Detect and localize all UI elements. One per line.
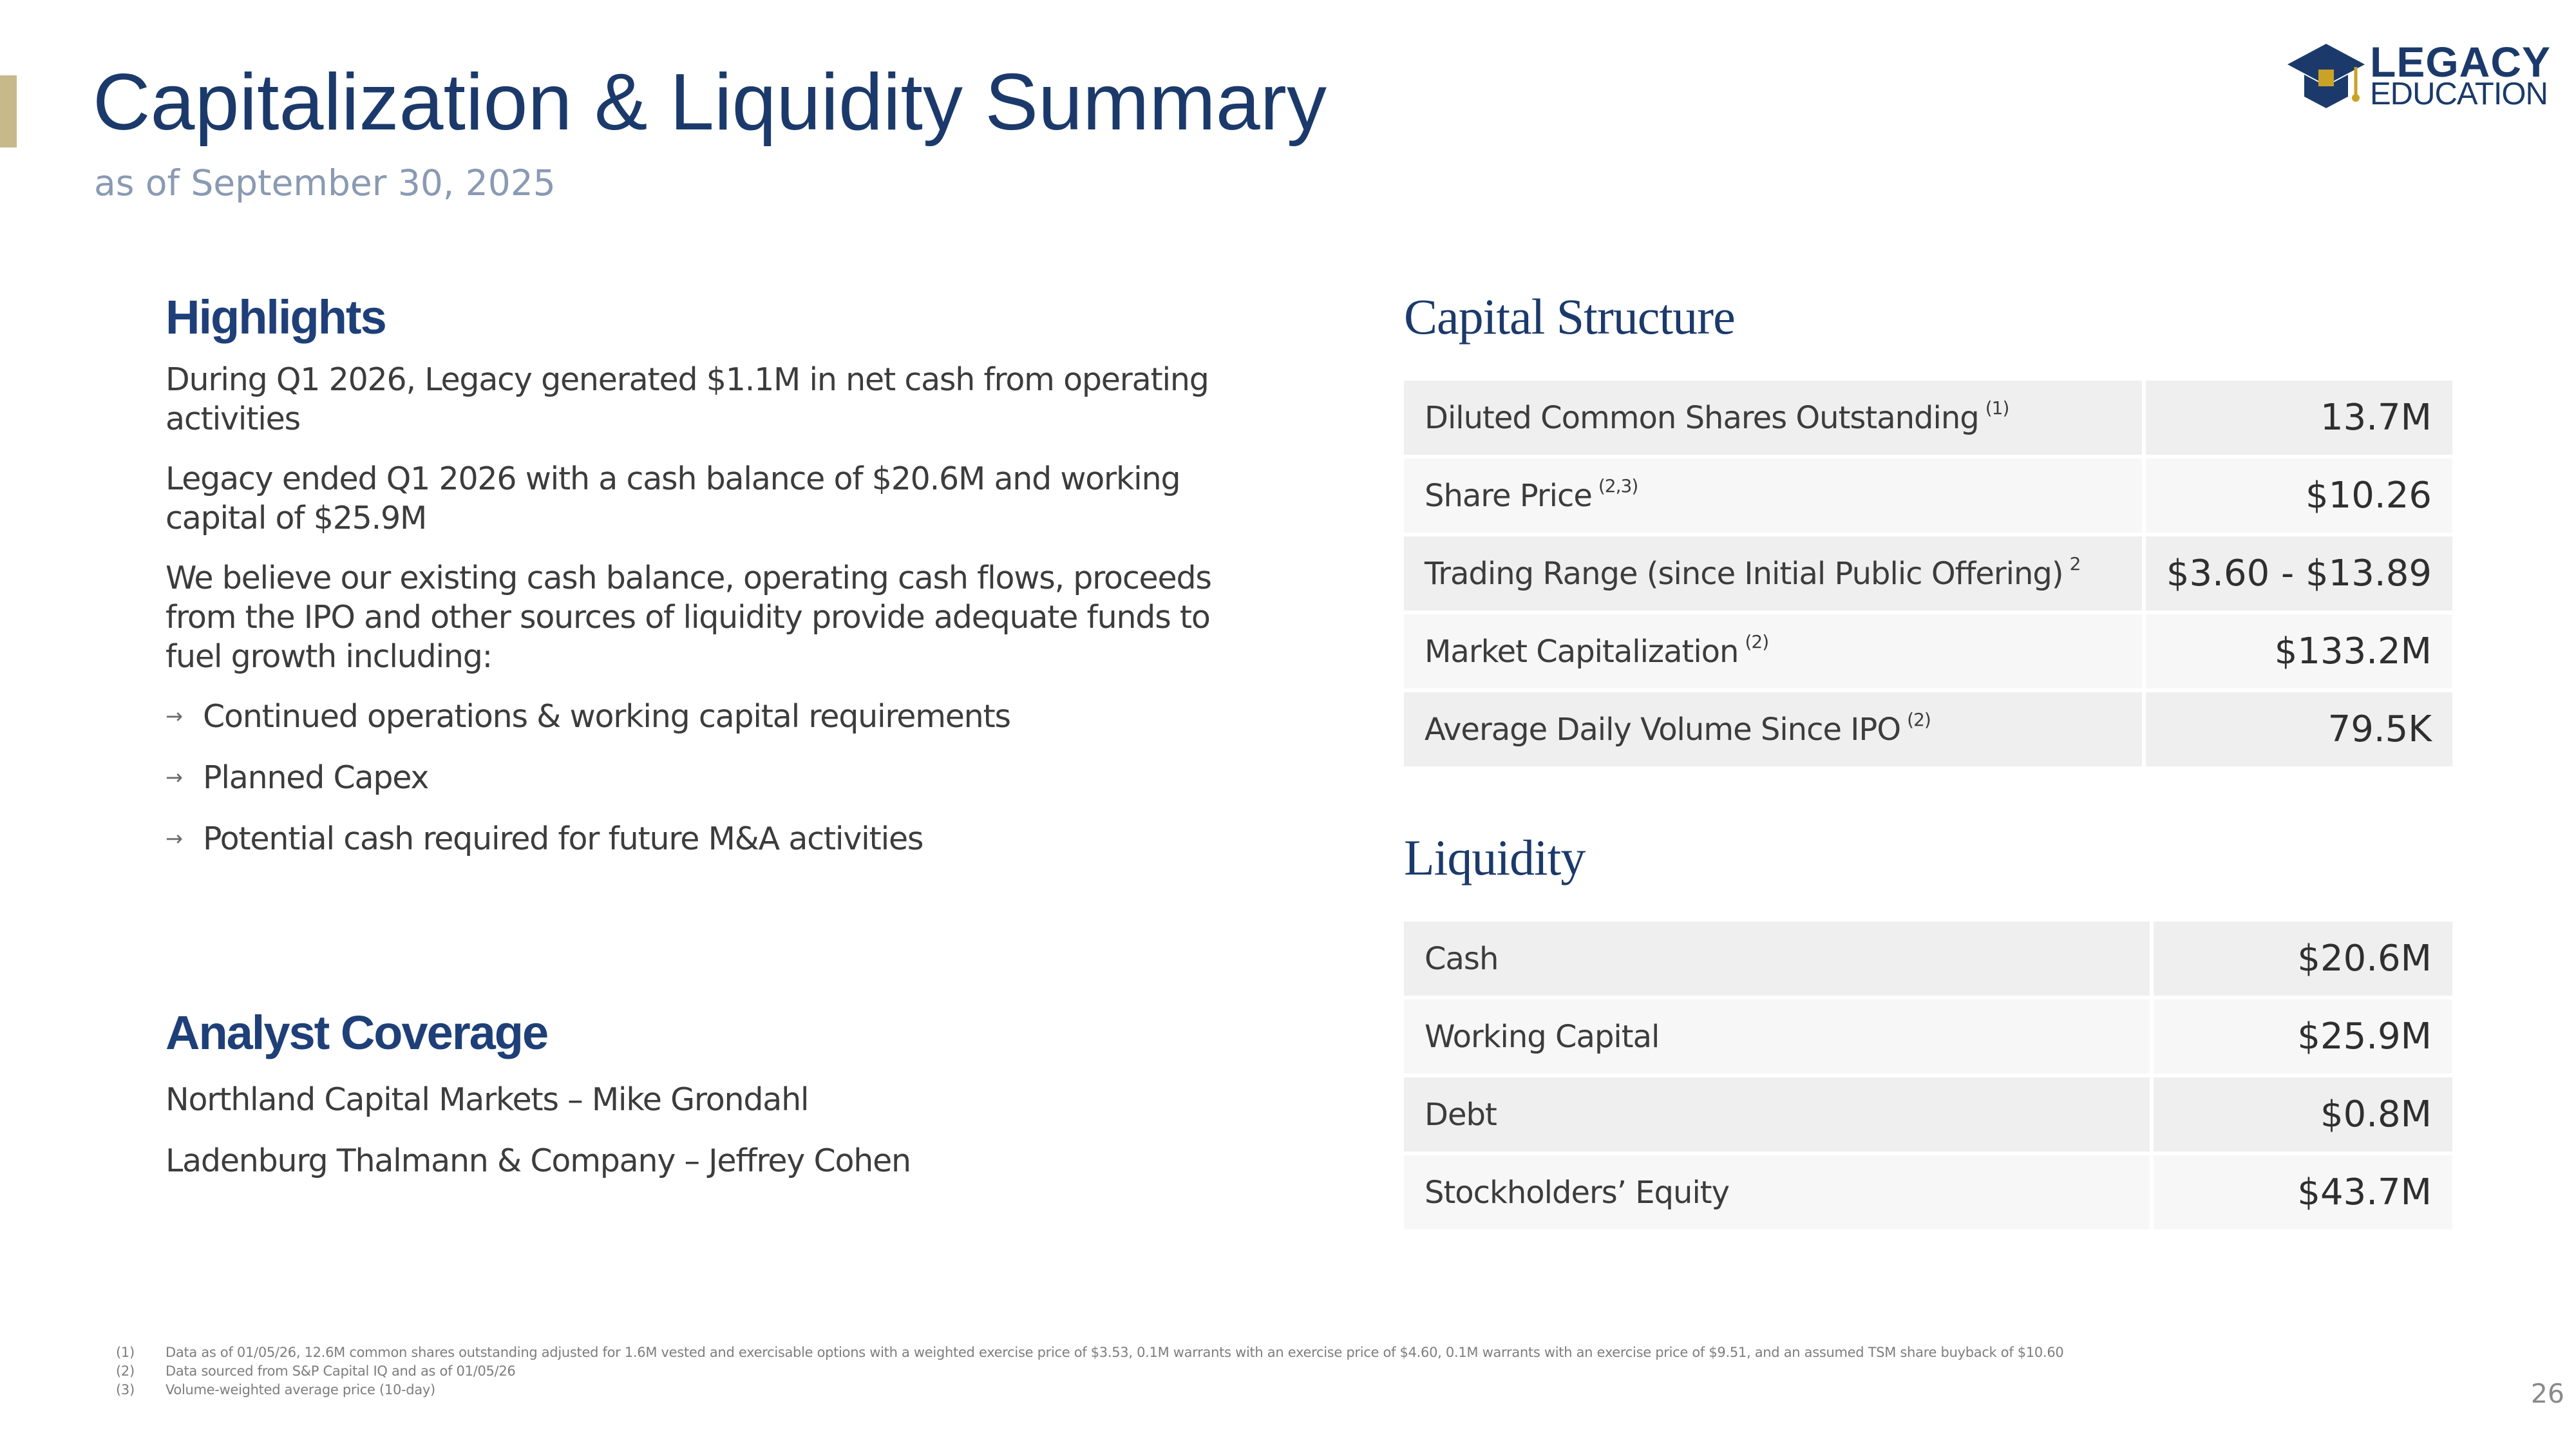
- row-label: Market Capitalization $^{(2)}$: [1404, 612, 2144, 690]
- highlight-paragraph: We believe our existing cash balance, operating cash flows, proceeds from the IPO and other sources of liquidity provide adequate funds to fuel growth including:: [166, 560, 1211, 676]
- row-label: Diluted Common Shares Outstanding $^{(1)}$: [1404, 379, 2144, 457]
- table-row: [1404, 535, 2452, 612]
- legacy-education-logo: [2286, 37, 2550, 115]
- arrow-bullet-icon: →: [166, 704, 182, 729]
- arrow-bullet-icon: →: [166, 765, 182, 790]
- row-label: Average Daily Volume Since IPO $^{(2)}$: [1404, 690, 2144, 766]
- table-row: [1404, 379, 2452, 457]
- highlight-paragraph: Legacy ended Q1 2026 with a cash balance of $20.6M and working capital of $25.9M: [166, 460, 1180, 537]
- left-column: [166, 291, 1260, 1180]
- capital-structure-table: [1404, 377, 2452, 766]
- row-label: Stockholders’ Equity: [1404, 1153, 2152, 1229]
- table-row: [1404, 457, 2452, 535]
- logo-line-1: LEGACY: [2370, 38, 2552, 86]
- table-row: [1404, 1075, 2452, 1153]
- bullet-text: Potential cash required for future M&A activities: [203, 820, 923, 858]
- liquidity-table: [1404, 918, 2452, 1229]
- row-value: $25.9M: [2152, 998, 2452, 1075]
- highlights-heading: Highlights: [166, 290, 386, 344]
- row-value: $3.60 - $13.89: [2144, 535, 2452, 612]
- row-value: $10.26: [2144, 457, 2452, 535]
- footnote: (2) Data sourced from S&P Capital IQ and as of 01/05/26: [116, 1363, 516, 1379]
- row-value: $43.7M: [2152, 1153, 2452, 1229]
- footnotes: [116, 1343, 2338, 1399]
- analyst-item: Ladenburg Thalmann & Company – Jeffrey Cohen: [166, 1142, 911, 1179]
- page-title: Capitalization & Liquidity Summary: [93, 58, 1327, 147]
- row-value: 79.5K: [2144, 690, 2452, 766]
- row-value: $133.2M: [2144, 612, 2452, 690]
- page-number: 26: [2530, 1378, 2564, 1409]
- row-label: Trading Range (since Initial Public Offering) $^2$: [1404, 535, 2144, 612]
- row-value: 13.7M: [2144, 379, 2452, 457]
- list-item: [166, 819, 1260, 858]
- row-label: Debt: [1404, 1075, 2152, 1153]
- logo-line-2: EDUCATION: [2370, 77, 2548, 111]
- arrow-bullet-icon: →: [166, 826, 182, 851]
- page-subtitle: as of September 30, 2025: [94, 162, 556, 204]
- table-row: [1404, 1153, 2452, 1229]
- table-row: [1404, 612, 2452, 690]
- row-label: Working Capital: [1404, 998, 2152, 1075]
- list-item: [166, 697, 1260, 736]
- analyst-coverage-heading: Analyst Coverage: [166, 1006, 548, 1060]
- row-value: $0.8M: [2152, 1075, 2452, 1153]
- bullet-text: Continued operations & working capital requirements: [203, 698, 1010, 735]
- row-value: $20.6M: [2152, 920, 2452, 998]
- footnote: (1) Data as of 01/05/26, 12.6M common shares outstanding adjusted for 1.6M vested and exercisable options with a weighted exercise price of $3.53, 0.1M warrants with an exercise price of $4.60, 0.1M warrants with an exercise price of $9.51, and an assumed TSM share buyback of $10.60: [116, 1345, 2064, 1360]
- title-accent-bar: [0, 75, 17, 147]
- table-row: [1404, 998, 2452, 1075]
- graduation-cap-icon: [2286, 41, 2366, 112]
- liquidity-heading: Liquidity: [1404, 829, 1586, 886]
- capital-structure-heading: Capital Structure: [1404, 289, 1735, 345]
- table-row: [1404, 920, 2452, 998]
- bullet-text: Planned Capex: [203, 759, 429, 797]
- analyst-item: Northland Capital Markets – Mike Grondahl: [166, 1081, 809, 1118]
- row-label: Share Price $^{(2,3)}$: [1404, 457, 2144, 535]
- table-row: [1404, 690, 2452, 766]
- highlight-paragraph: During Q1 2026, Legacy generated $1.1M in net cash from operating activities: [166, 361, 1209, 438]
- footnote: (3) Volume-weighted average price (10-day): [116, 1382, 435, 1397]
- row-label: Cash: [1404, 920, 2152, 998]
- list-item: [166, 758, 1260, 797]
